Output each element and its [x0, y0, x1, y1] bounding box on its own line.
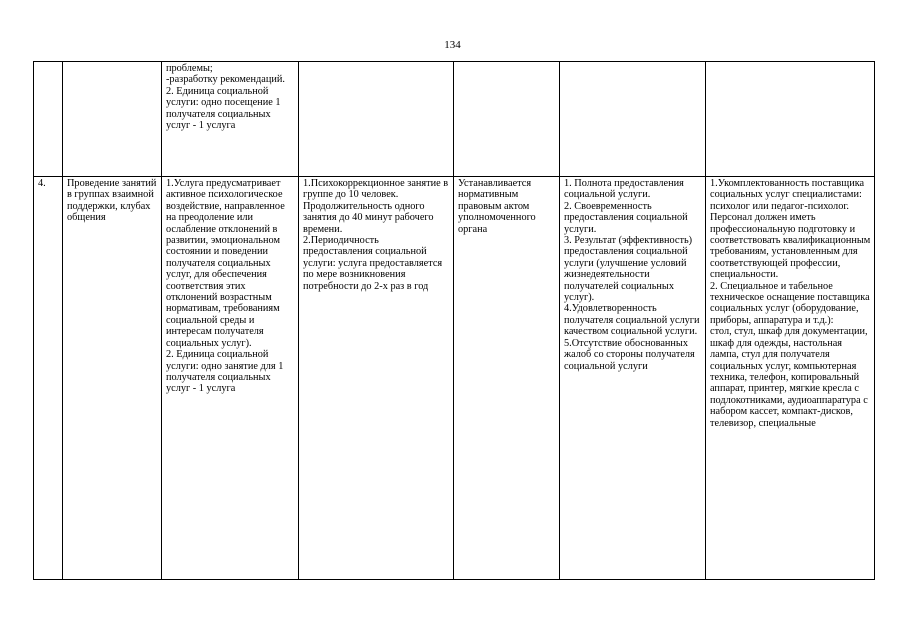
cell-volume: [299, 62, 454, 177]
cell-description: проблемы; -разработку рекомендаций. 2. Единица социальной услуги: одно посещение 1 получателя социальных услуг - 1 услуга: [162, 62, 299, 177]
cell-quality: [560, 62, 706, 177]
cell-conditions: 1.Укомплектованность поставщика социальных услуг специалистами: психолог или педагог-психолог. Персонал должен иметь профессиональную подготовку и соответствовать квалификационным требованиям, установленным для соответствующей профессии, специальности. 2. Специальное и табельное техническое оснащение поставщика социальных услуг (оборудование, приборы, аппаратура и т.д.): стол, стул, шкаф для документации, шкаф для одежды, настольная лампа, стул для получателя социальных услуг, компьютерная техника, телефон, копировальный аппарат, принтер, мягкие кресла с подлокотниками, аудиоаппаратура с набором кассет, компакт-дисков, телевизор, специальные: [706, 177, 875, 580]
page-number: 134: [444, 39, 461, 51]
cell-rate: Устанавливается нормативным правовым актом уполномоченного органа: [454, 177, 560, 580]
table-row-continuation: [34, 62, 875, 177]
cell-number: 4.: [34, 177, 63, 580]
cell-volume: 1.Психокоррекционное занятие в группе до 10 человек. Продолжительность одного занятия до 40 минут рабочего времени. 2.Периодичность предоставления социальной услуги: услуга предоставляется по мере возникновения потребности до 2-х раз в год: [299, 177, 454, 580]
cell-rate: [454, 62, 560, 177]
services-table: [33, 61, 875, 580]
cell-quality: 1. Полнота предоставления социальной услуги. 2. Своевременность предоставления социальной услуги. 3. Результат (эффективность) предоставления социальной услуги (улучшение условий жизнедеятельности получателей социальных услуг). 4.Удовлетворенность получателя социальной услуги качеством социальной услуги. 5.Отсутствие обоснованных жалоб со стороны получателя социальной услуги: [560, 177, 706, 580]
cell-service-name: Проведение занятий в группах взаимной поддержки, клубах общения: [63, 177, 162, 580]
services-table-container: [33, 61, 874, 579]
table-row-service-4: [34, 177, 875, 580]
cell-number: [34, 62, 63, 177]
cell-description: 1.Услуга предусматривает активное психологическое воздействие, направленное на преодоление или ослабление отклонений в развитии, эмоциональном состоянии и поведении получателя социальных услуг, для обеспечения соответствия этих отклонений возрастным нормативам, требованиям социальной среды и интересам получателя социальных услуг). 2. Единица социальной услуги: одно занятие для 1 получателя социальных услуг - 1 услуга: [162, 177, 299, 580]
cell-conditions: [706, 62, 875, 177]
cell-service-name: [63, 62, 162, 177]
